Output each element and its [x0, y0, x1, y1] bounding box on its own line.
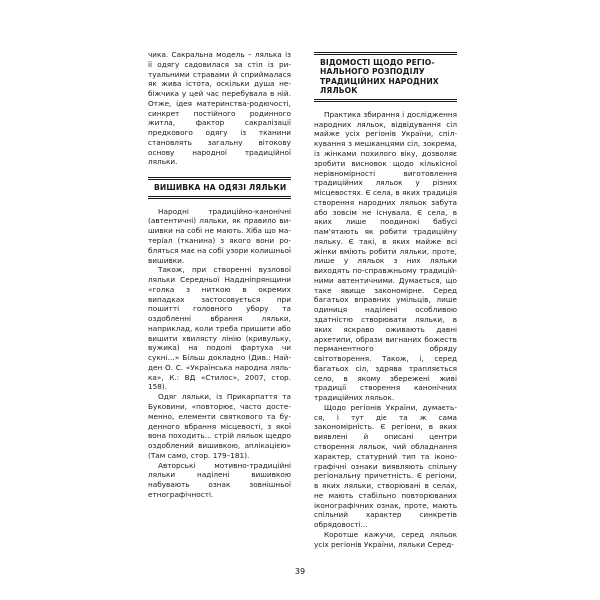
body-paragraph: Щодо регіонів України, думається, і тут діє та ж сама закономірність. Є регіони, в яких виявлені й описані центри створення ляльок, чий обладнання характер, статурний тип та іконографічні ознаки виявляють спільну регіональну причетність. Є регіони, в яких ляльки, створювані в селах, не мають стабільно повторюваних іконографічних ознак, проте, мають спільний характер синкретів обрядовості… — [314, 402, 457, 530]
body-paragraph: Коротше кажучи, серед ляльок усіх регіонів України, ляльки Серед- — [314, 529, 457, 549]
body-paragraph: Одяг ляльки, із Прикарпаття та Буковини, «повторює, часто достеменно, елементи святкового та буденного вбрання місцевості, з якої вона походить… стрій ляльок щедро оздоблений вишивкою, аплікацією» (Там само, стор. 179–181). — [148, 392, 291, 460]
intro-paragraph: чика. Сакральна модель – лялька із її одягу садовилася за стіл із ритуальними стравами й сприймалася як жива істота, оскільки душа небіжчика у цей час перебувала в ній. Отже, ідея материнства-родючості, синкрет постійного родинного житла, фактор сакралізації предкового одягу із тканини становлять загальну вітокову основу народної традиційної ляльки. — [148, 50, 291, 167]
page-number: 39 — [294, 567, 306, 576]
left-column — [148, 50, 291, 500]
body-paragraph: Практика збирання і дослідження народних ляльок, відвідування сіл майже усіх регіонів України, спілкування з мешканцями сіл, зокрема, із жінками похилого віку, дозволяє зробити висновок щодо кількісної нерівномірності виготовлення традиційних ляльок у різних місцевостях. Є села, в яких традиція створення народних ляльок забута або зовсім не існувала. Є села, в яких лише поодинокі бабусі пам'ятають як робити традиційну ляльку. Є такі, в яких майже всі жінки вміють робити ляльки, проте, лише у ляльок з них ляльки виходять по-справжньому традиційними автентичними. Думається, що таке явище закономірне. Серед багатьох вправних умільців, лише одиниця наділені особливою здатністю створювати ляльки, в яких яскраво оживають давні архетипи, образи вигнаних божеств перманентного обряду світотворення. Також, і, серед багатьох сіл, здрява трапляється село, в якому збережені живі традиції створення канонічних традиційних ляльок. — [314, 109, 457, 403]
body-paragraph: Також, при створенні вузлової ляльки Середньої Наддніпрянщини «голка з ниткою в окремих випадках застосовується при пошитті головного убору та оздобленні вбрання ляльки, наприклад, коли треба пришити або вишити хвилясту лінію (кривульку, вужика) на подолі фартуха чи сукні…» Більш докладно (Див.: Найден О. С. «Українська народна лялька», К.: ВД «Стилос», 2007, стор. 158). — [148, 265, 291, 392]
right-column — [314, 50, 457, 549]
body-paragraph: Народні традиційно-канонічні (автентичні) ляльки, як правило вишивки на собі не мають. Хіба що матеріал (тканина) з якого вони робляться має на собі узори колишньої вишивки. — [148, 206, 291, 265]
body-paragraph: Авторські мотивно-традиційні ляльки наділені вишивкою набувають ознак зовнішньої етнографічності. — [148, 460, 291, 499]
section-heading-regional-distribution: ВІДОМОСТІ ЩОДО РЕГІОНАЛЬНОГО РОЗПОДІЛУ ТРАДИЦІЙНИХ НАРОДНИХ ЛЯЛЬОК — [314, 52, 457, 102]
section-heading-embroidery: ВИШИВКА НА ОДЯЗІ ЛЯЛЬКИ — [148, 177, 291, 198]
